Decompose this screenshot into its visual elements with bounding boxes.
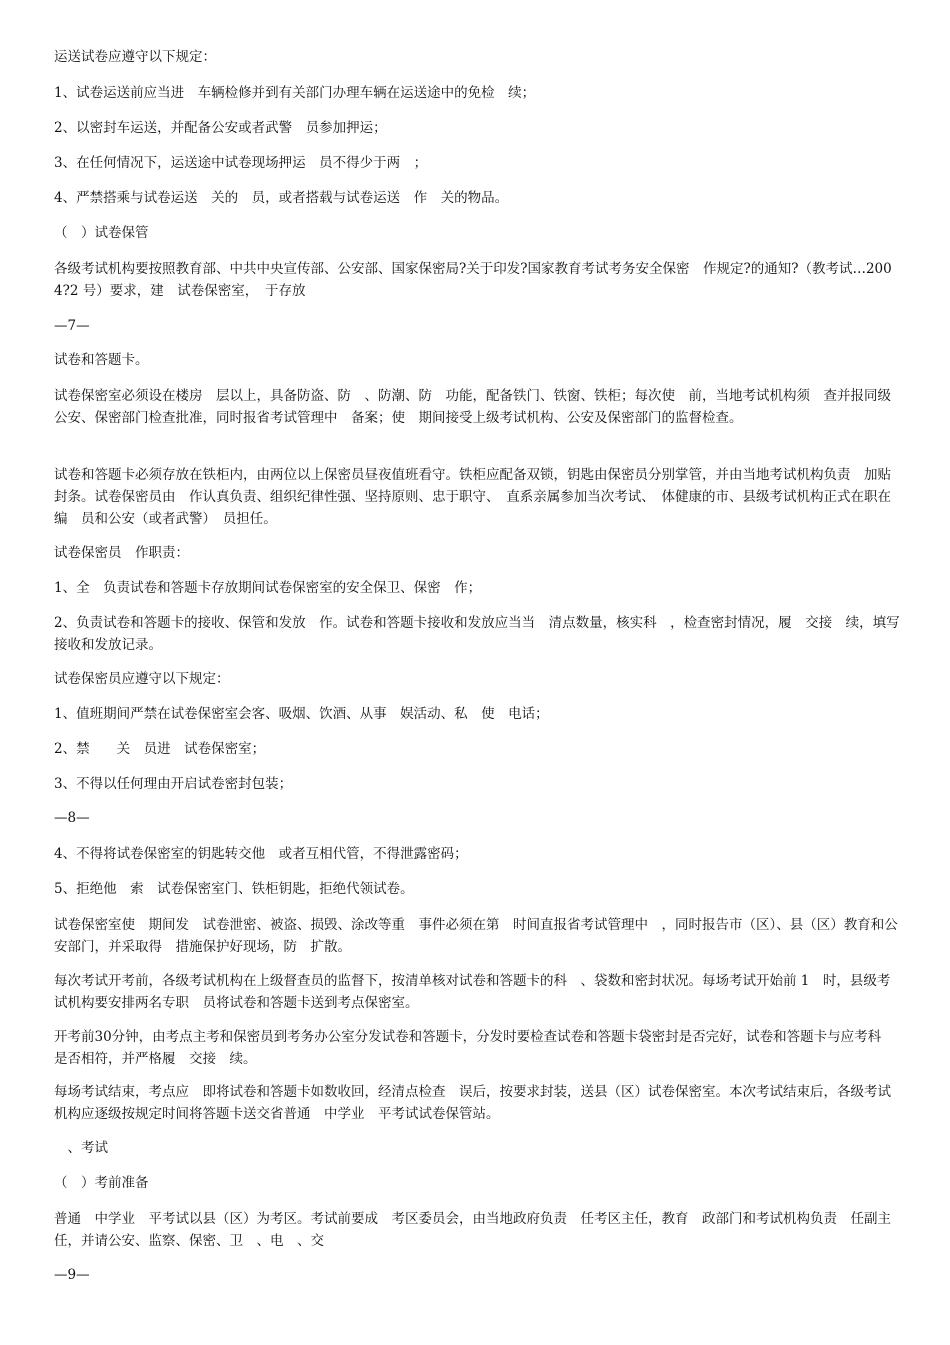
paragraph-keeper-rule-3: 3、不得以任何理由开启试卷密封包装； — [54, 776, 293, 792]
section-heading-exam: 、考试 — [54, 1140, 108, 1156]
paragraph-keeper-rule-5: 5、拒绝他 索 试卷保密室门、铁柜钥匙，拒绝代领试卷。 — [54, 881, 414, 897]
paragraph-transport-rule-4: 4、严禁搭乘与试卷运送 关的 员，或者搭载与试卷运送 作 关的物品。 — [54, 190, 509, 206]
paragraph-keeper-duty-2: 2、负责试卷和答题卡的接收、保管和发放 作。试卷和答题卡接收和发放应当当 清点数量，核实科 ，检查密封情况，履 交接 续，填写接收和发放记录。 — [54, 615, 900, 653]
paragraph-distribution: 开考前30分钟，由考点主考和保密员到考务办公室分发试卷和答题卡，分发时要检查试卷和答题卡袋密封是否完好，试卷和答题卡与应考科 是否相符，并严格履 交接 续。 — [54, 1029, 895, 1067]
paragraph-papers-and-cards: 试卷和答题卡。 — [54, 352, 149, 368]
paragraph-collection: 每场考试结束，考点应 即将试卷和答题卡如数收回，经清点检查 误后，按要求封装，送县（区）试卷保密室。本次考试结束后，各级考试机构应逐级按规定时间将答题卡送交省普通 中学业 平考试试卷保管站。 — [54, 1084, 891, 1122]
paragraph-iron-cabinet-storage: 试卷和答题卡必须存放在铁柜内，由两位以上保密员昼夜值班看守。铁柜应配备双锁，钥匙由保密员分别掌管，并由当地考试机构负责 加贴封条。试卷保密员由 作认真负责、组织纪律性强、坚持原则、忠于职守、 直系亲属参加当次考试、 体健康的市、县级考试机构正式在职在编 员和公安（或者武警） 员担任。 — [54, 467, 891, 527]
section-heading-pre-exam-preparation: （ ）考前准备 — [54, 1175, 149, 1191]
paragraph-keeper-rule-2: 2、禁 关 员进 试卷保密室； — [54, 741, 266, 757]
paragraph-keeper-duties-heading: 试卷保密员 作职责： — [54, 545, 189, 561]
page-number-7: —7— — [54, 318, 90, 334]
paragraph-pre-exam-check: 每次考试开考前，各级考试机构在上级督查员的监督下，按清单核对试卷和答题卡的科 、袋数和密封状况。每场考试开始前 1 时，县级考试机构要安排两名专职 员将试卷和答题卡送到考点保密室。 — [54, 973, 891, 1011]
paragraph-keeper-rule-1: 1、值班期间严禁在试卷保密室会客、吸烟、饮酒、从事 娱活动、私 使 电话； — [54, 706, 549, 722]
paragraph-custody-regulation: 各级考试机构要按照教育部、中共中央宣传部、公安部、国家保密局?关于印发?国家教育考试考务安全保密 作规定?的通知?（教考试…2004?2 号）要求，建 试卷保密室， 于存放 — [54, 261, 892, 299]
paragraph-transport-rule-3: 3、在任何情况下，运送途中试卷现场押运 员不得少于两 ； — [54, 155, 428, 171]
paragraph-transport-rules-heading: 运送试卷应遵守以下规定： — [54, 49, 216, 65]
section-heading-paper-custody: （ ）试卷保管 — [54, 225, 149, 241]
paragraph-keeper-rule-4: 4、不得将试卷保密室的钥匙转交他 或者互相代管，不得泄露密码； — [54, 846, 468, 862]
page-number-8: —8— — [54, 810, 90, 826]
paragraph-keeper-duty-1: 1、全 负责试卷和答题卡存放期间试卷保密室的安全保卫、保密 作； — [54, 580, 482, 596]
paragraph-secure-room-requirements: 试卷保密室必须设在楼房 层以上，具备防盗、防 、防潮、防 功能，配备铁门、铁窗、铁柜；每次使 前，当地考试机构须 查并报同级公安、保密部门检查批准，同时报省考试管理中 备案；使 期间接受上级考试机构、公安及保密部门的监督检查。 — [54, 388, 891, 426]
paragraph-keeper-rules-heading: 试卷保密员应遵守以下规定： — [54, 671, 230, 687]
page-number-9: —9— — [54, 1267, 90, 1283]
paragraph-exam-district: 普通 中学业 平考试以县（区）为考区。考试前要成 考区委员会，由当地政府负责 任考区主任，教育 政部门和考试机构负责 任副主任，并请公安、监察、保密、卫 、电 、交 — [54, 1211, 891, 1249]
paragraph-incident-reporting: 试卷保密室使 期间发 试卷泄密、被盗、损毁、涂改等重 事件必须在第 时间直报省考试管理中 ，同时报告市（区）、县（区）教育和公安部门，并采取得 措施保护好现场，防 扩散。 — [54, 917, 898, 955]
paragraph-transport-rule-2: 2、以密封车运送，并配备公安或者武警 员参加押运； — [54, 120, 387, 136]
paragraph-transport-rule-1: 1、试卷运送前应当进 车辆检修并到有关部门办理车辆在运送途中的免检 续； — [54, 85, 536, 101]
